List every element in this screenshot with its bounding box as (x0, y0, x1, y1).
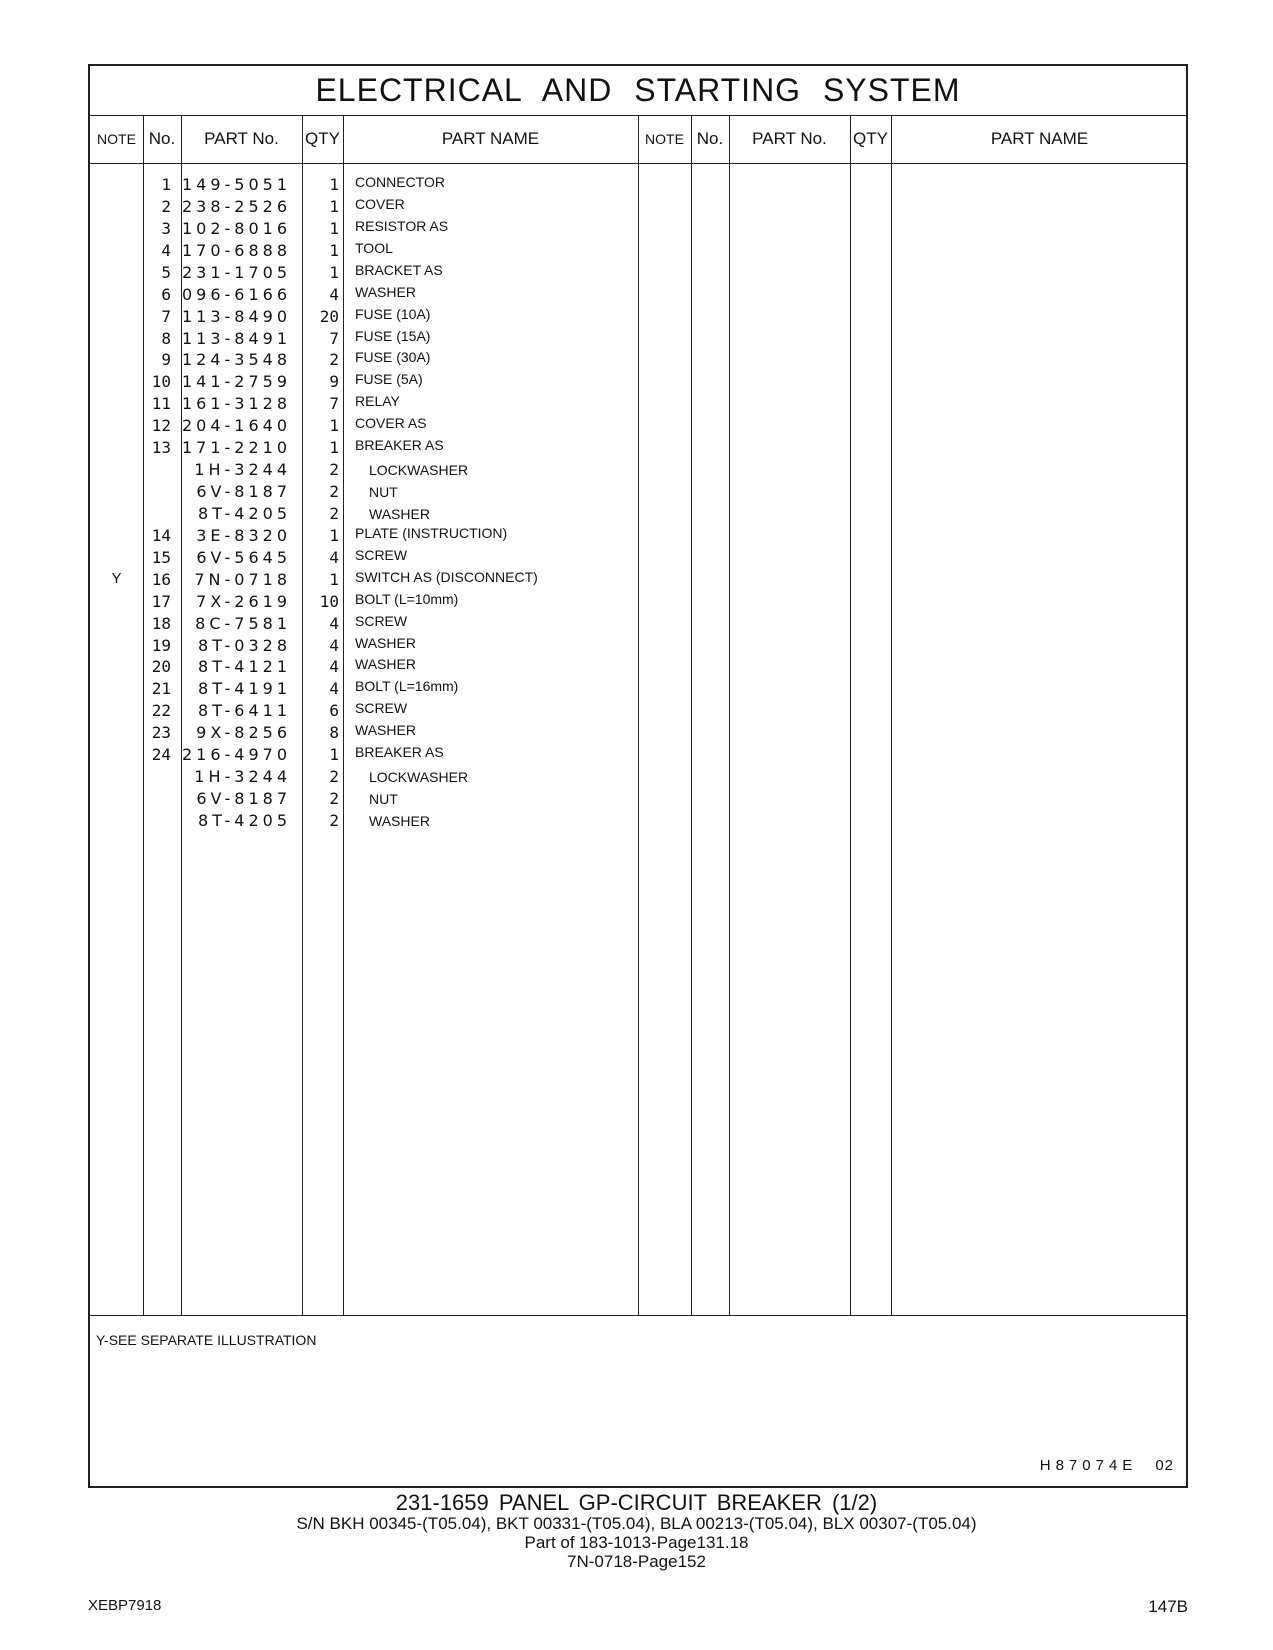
table-row (90, 238, 650, 261)
table-row (90, 194, 650, 217)
table-row (90, 808, 650, 831)
row-part-name: WASHER (369, 812, 430, 829)
header-note-left: NOTE (97, 131, 136, 147)
row-quantity: 6 (329, 701, 339, 721)
table-row (90, 304, 650, 327)
row-quantity: 2 (329, 503, 339, 523)
row-item-number: 12 (151, 416, 171, 436)
row-item-number: 18 (151, 613, 171, 633)
row-part-name: BRACKET AS (355, 261, 443, 278)
table-row (90, 282, 650, 305)
row-part-name: CONNECTOR (355, 174, 445, 190)
header-qty-left: QTY (305, 129, 340, 148)
row-item-number: 9 (161, 350, 171, 370)
table-row (90, 611, 650, 634)
document-id: XEBP7918 (88, 1597, 162, 1614)
row-part-name: LOCKWASHER (369, 462, 469, 479)
row-part-number: 102-8016 (181, 218, 291, 238)
table-row (90, 347, 650, 370)
row-part-name: COVER AS (355, 415, 427, 432)
row-item-number: 16 (151, 569, 171, 589)
table-row (90, 172, 650, 195)
table-row (90, 435, 650, 458)
row-part-name: WASHER (369, 505, 430, 522)
table-row (90, 764, 650, 787)
row-part-number: 8T-4121 (198, 657, 291, 677)
table-row (90, 216, 650, 239)
row-quantity: 7 (329, 328, 339, 348)
table-row (90, 720, 650, 743)
row-part-number: 231-1705 (181, 262, 291, 282)
row-item-number: 14 (151, 525, 171, 545)
row-part-name: SCREW (355, 612, 408, 629)
row-part-name: NUT (369, 791, 398, 808)
row-part-number: 6V-8187 (196, 482, 291, 502)
row-part-name: SCREW (355, 546, 408, 563)
row-item-number: 13 (151, 438, 171, 458)
row-part-number: 113-8490 (181, 306, 291, 326)
row-item-number: 22 (151, 701, 171, 721)
header-note-right: NOTE (645, 131, 684, 147)
table-row (90, 413, 650, 436)
row-part-name: COVER (355, 195, 405, 212)
footer-divider (90, 1315, 1186, 1316)
table-row (90, 676, 650, 699)
row-quantity: 9 (329, 372, 339, 392)
row-item-number: 3 (161, 218, 171, 238)
row-quantity: 4 (329, 284, 339, 304)
row-item-number: 10 (151, 372, 171, 392)
row-quantity: 2 (329, 460, 339, 480)
footnote: Y-SEE SEPARATE ILLUSTRATION (96, 1332, 317, 1348)
header-part-name-right: PART NAME (990, 129, 1089, 148)
row-part-name: BOLT (L=10mm) (355, 590, 459, 607)
row-part-number: 149-5051 (181, 175, 291, 194)
row-part-number: 8T-4205 (198, 503, 291, 523)
row-item-number: 2 (161, 196, 171, 216)
row-part-number: 216-4970 (181, 745, 291, 765)
row-item-number: 20 (151, 657, 171, 677)
table-row (90, 523, 650, 546)
row-part-number: 8T-4191 (198, 679, 291, 699)
table-row (90, 501, 650, 524)
row-part-number: 1H-3244 (194, 460, 291, 480)
table-row (90, 260, 650, 283)
row-quantity: 1 (329, 416, 339, 436)
row-part-name: FUSE (30A) (355, 349, 431, 366)
row-part-number: 141-2759 (181, 372, 291, 392)
table-row (90, 589, 650, 612)
row-part-number: 096-6166 (181, 284, 291, 304)
row-part-name: PLATE (INSTRUCTION) (355, 524, 508, 541)
header-no-right: No. (696, 129, 724, 148)
table-row (90, 326, 650, 349)
row-item-number: 15 (151, 547, 171, 567)
row-quantity: 2 (329, 789, 339, 809)
row-quantity: 1 (329, 218, 339, 238)
table-row (90, 654, 650, 677)
row-item-number: 6 (161, 284, 171, 304)
row-part-number: 161-3128 (181, 394, 291, 414)
row-part-name: SWITCH AS (DISCONNECT) (355, 568, 538, 585)
header-part-no-right: PART No. (752, 129, 827, 148)
row-item-number: 19 (151, 635, 171, 655)
row-quantity: 4 (329, 613, 339, 633)
row-quantity: 10 (319, 591, 339, 611)
row-quantity: 2 (329, 810, 339, 830)
table-row (90, 742, 650, 765)
row-part-number: 171-2210 (181, 438, 291, 458)
row-quantity: 4 (329, 657, 339, 677)
table-row (90, 567, 650, 590)
row-part-name: RELAY (355, 393, 400, 410)
row-quantity: 2 (329, 767, 339, 787)
row-quantity: 4 (329, 635, 339, 655)
row-part-number: 204-1640 (181, 416, 291, 436)
row-part-name: FUSE (15A) (355, 327, 431, 344)
row-part-number: 7N-0718 (194, 569, 291, 589)
row-part-name: TOOL (355, 239, 393, 256)
parts-list-frame (88, 64, 1188, 1488)
row-quantity: 1 (329, 175, 339, 194)
row-quantity: 4 (329, 547, 339, 567)
row-part-name: BOLT (L=16mm) (355, 678, 459, 695)
row-quantity: 1 (329, 262, 339, 282)
page-number: 147B (1148, 1597, 1188, 1616)
drawing-revision: 02 (1155, 1457, 1174, 1474)
row-quantity: 7 (329, 394, 339, 414)
row-quantity: 1 (329, 525, 339, 545)
page-reference: 7N-0718-Page152 (567, 1552, 706, 1571)
table-row (90, 457, 650, 480)
row-item-number: 7 (161, 306, 171, 326)
row-part-number: 3E-8320 (196, 525, 291, 545)
row-part-number: 8C-7581 (195, 613, 291, 633)
row-part-name: SCREW (355, 700, 408, 717)
header-part-name-left: PART NAME (441, 129, 540, 148)
row-part-number: 7X-2619 (196, 591, 291, 611)
table-row (90, 545, 650, 568)
table-row (90, 479, 650, 502)
row-part-number: 113-8491 (181, 328, 291, 348)
row-part-name: RESISTOR AS (355, 217, 449, 234)
table-row (90, 633, 650, 656)
row-part-name: FUSE (5A) (355, 371, 423, 388)
part-of-reference: Part of 183-1013-Page131.18 (524, 1533, 749, 1552)
row-part-number: 8T-4205 (198, 810, 291, 830)
row-part-number: 8T-6411 (198, 701, 291, 721)
row-quantity: 1 (329, 745, 339, 765)
row-part-number: 9X-8256 (196, 723, 291, 743)
row-part-number: 1H-3244 (194, 767, 291, 787)
row-part-name: NUT (369, 484, 398, 501)
row-quantity: 2 (329, 350, 339, 370)
row-quantity: 4 (329, 679, 339, 699)
table-row (90, 391, 650, 414)
row-part-name: WASHER (355, 283, 416, 300)
row-item-number: 17 (151, 591, 171, 611)
row-item-number: 1 (161, 175, 171, 194)
row-quantity: 1 (329, 240, 339, 260)
drawing-reference (1040, 1457, 1174, 1474)
row-part-name: BREAKER AS (355, 744, 444, 761)
group-caption: 231-1659 PANEL GP-CIRCUIT BREAKER (1/2) (395, 1490, 878, 1515)
row-part-number: 170-6888 (181, 240, 291, 260)
row-quantity: 2 (329, 482, 339, 502)
row-part-name: FUSE (10A) (355, 305, 431, 322)
row-part-number: 6V-5645 (196, 547, 291, 567)
table-row (90, 698, 650, 721)
row-item-number: 5 (161, 262, 171, 282)
row-part-name: LOCKWASHER (369, 769, 469, 786)
row-part-name: BREAKER AS (355, 437, 444, 454)
row-part-name: WASHER (355, 722, 416, 739)
table-row (90, 369, 650, 392)
row-part-name: WASHER (355, 634, 416, 651)
table-row (90, 786, 650, 809)
section-title: ELECTRICAL AND STARTING SYSTEM (90, 66, 1186, 116)
row-quantity: 1 (329, 438, 339, 458)
serial-numbers: S/N BKH 00345-(T05.04), BKT 00331-(T05.04), BLA 00213-(T05.04), BLX 00307-(T05.04) (296, 1514, 977, 1533)
row-part-number: 8T-0328 (198, 635, 291, 655)
drawing-number: H87074E (1039, 1457, 1138, 1474)
row-note: Y (111, 569, 122, 587)
row-part-number: 6V-8187 (196, 789, 291, 809)
row-quantity: 1 (329, 196, 339, 216)
row-part-number: 124-3548 (181, 350, 291, 370)
row-quantity: 20 (319, 306, 339, 326)
row-item-number: 21 (151, 679, 171, 699)
row-item-number: 11 (151, 394, 171, 414)
row-part-number: 238-2526 (181, 196, 291, 216)
row-part-name: WASHER (355, 656, 416, 673)
header-part-no-left: PART No. (204, 129, 279, 148)
row-item-number: 4 (161, 240, 171, 260)
row-item-number: 24 (151, 745, 171, 765)
row-item-number: 8 (161, 328, 171, 348)
parts-list-body (90, 163, 1186, 1315)
row-item-number: 23 (151, 723, 171, 743)
row-quantity: 8 (329, 723, 339, 743)
row-quantity: 1 (329, 569, 339, 589)
header-qty-right: QTY (853, 129, 888, 148)
header-no-left: No. (148, 129, 176, 148)
